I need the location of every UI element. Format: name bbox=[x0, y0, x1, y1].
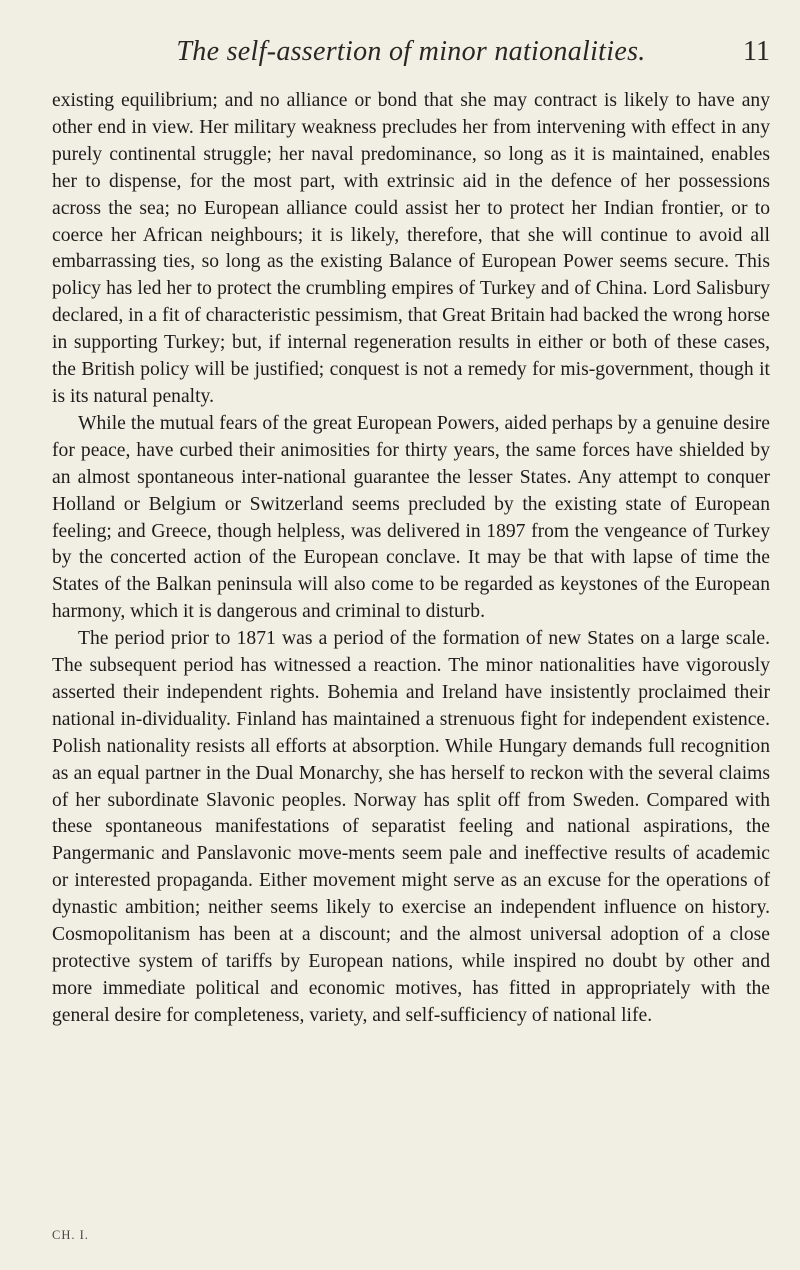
running-title: The self-assertion of minor nationalities. bbox=[176, 36, 646, 67]
paragraph-3: The period prior to 1871 was a period of the formation of new States on a large scale. The subsequent period has witnessed a reaction. The minor nationalities have vigorously asserted their independent rights. Bohemia and Ireland have insistently proclaimed their national in-dividuality. Finland has maintained a strenuous fight for independent existence. Polish nationality resists all efforts at absorption. While Hungary demands full recognition as an equal partner in the Dual Monarchy, she has herself to reckon with the several claims of her subordinate Slavonic peoples. Norway has split off from Sweden. Compared with these spontaneous manifestations of separatist feeling and national aspirations, the Pangermanic and Panslavonic move-ments seem pale and ineffective results of academic or interested propaganda. Either movement might serve as an excuse for the operations of dynastic ambition; neither seems likely to exercise an independent influence on history. Cosmopolitanism has been at a discount; and the almost universal adoption of a close protective system of tariffs by European nations, while inspired no doubt by other and more immediate political and economic motives, has fitted in appropriately with the general desire for completeness, variety, and self-sufficiency of national life. bbox=[52, 628, 770, 1026]
paragraph-2: While the mutual fears of the great European Powers, aided perhaps by a genuine desire for peace, have curbed their animosities for thirty years, the same forces have shielded by an almost spontaneous inter-national guarantee the lesser States. Any attempt to conquer Holland or Belgium or Switzerland seems precluded by the existing state of European feeling; and Greece, though helpless, was delivered in 1897 from the vengeance of Turkey by the concerted action of the European conclave. It may be that with lapse of time the States of the Balkan peninsula will also come to be regarded as keystones of the European harmony, which it is dangerous and criminal to disturb. bbox=[52, 412, 770, 623]
running-head bbox=[52, 36, 770, 76]
body-text bbox=[52, 88, 770, 1030]
page-number: 11 bbox=[743, 36, 770, 67]
signature-mark: CH. I. bbox=[52, 1228, 89, 1242]
paragraph-1: existing equilibrium; and no alliance or bond that she may contract is likely to have any other end in view. Her military weakness precludes her from intervening with effect in any purely continental struggle; her naval predominance, so long as it is maintained, enables her to dispense, for the most part, with extrinsic aid in the defence of her possessions across the sea; no European alliance could assist her to protect her Indian frontier, or to coerce her African neighbours; it is likely, therefore, that she will continue to avoid all embarrassing ties, so long as the existing Balance of European Power seems secure. This policy has led her to protect the crumbling empires of Turkey and of China. Lord Salisbury declared, in a fit of characteristic pessimism, that Great Britain had backed the wrong horse in supporting Turkey; but, if internal regeneration results in either or both of these cases, the British policy will be justified; conquest is not a remedy for mis-government, though it is its natural penalty. bbox=[52, 90, 770, 407]
